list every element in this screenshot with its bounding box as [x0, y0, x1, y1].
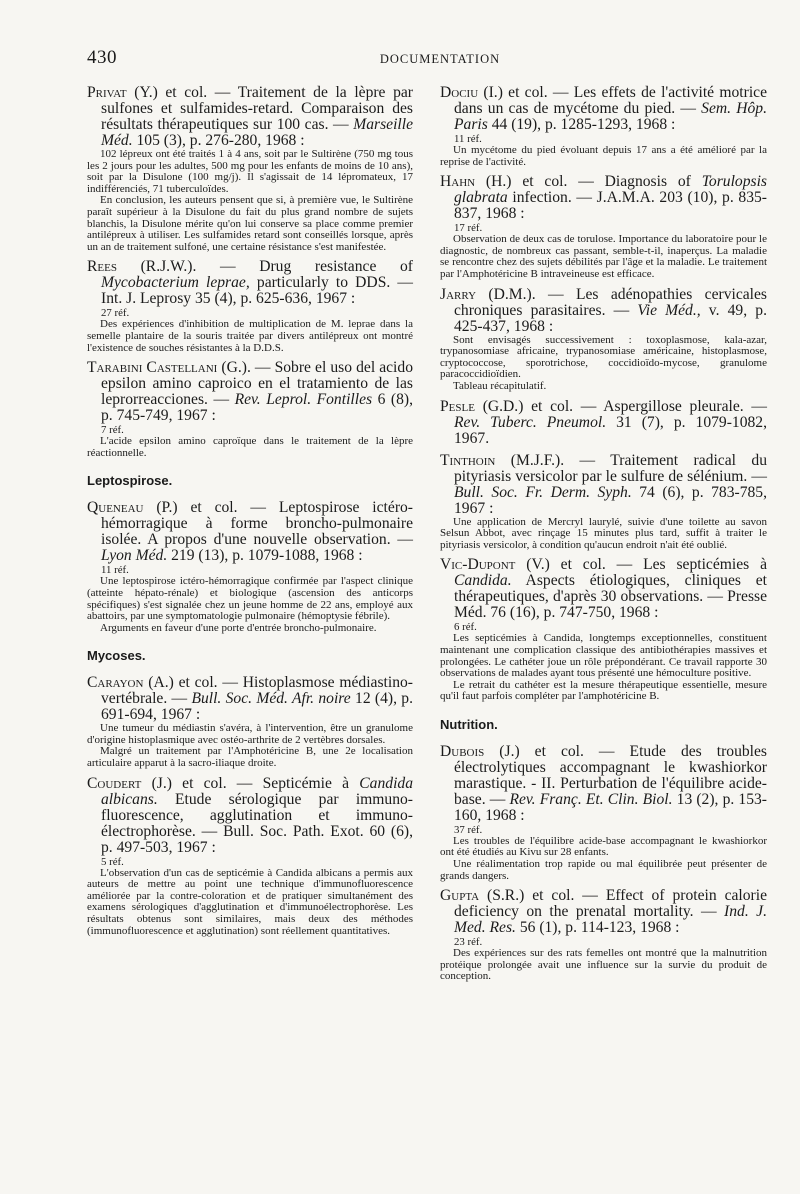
entry-author: Privat	[87, 84, 127, 101]
abstract-paragraph: En conclusion, les auteurs pensent que si, à première vue, le Sultirène paraît supérieur à la Disulone du fait du plus grand nombre de sujets blanchis, la Disulone mérite qu'on lui conserve sa place comme premier antilépreux à utiliser. Les sulfamides retard sont conseillés lorsque, après un an de traitement sulfoné, une certaine résistance s'est manifestée.	[87, 194, 413, 253]
entry-journal: Mycobacterium leprae,	[101, 274, 250, 292]
entry-author: Tarabini Castellani	[87, 359, 218, 377]
entry-abstract	[87, 723, 413, 769]
entry-journal: Vie Méd.,	[637, 301, 701, 319]
abstract-paragraph: Une leptospirose ictéro-hémorragique confirmée par l'aspect clinique (atteinte hépato-rénale) et biologique (ascension des anticorps spécifiques) s'est signalée chez un jeune homme de 22 ans, employé aux abattoirs, par une symptomatologie pulmonaire (hémoptysie fébrile).	[87, 575, 413, 623]
entry-references-count: 37 réf.	[454, 823, 483, 836]
abstract-paragraph: Tableau récapitulatif.	[453, 379, 547, 392]
bibliography-entry	[87, 500, 413, 634]
bibliography-entry	[440, 399, 767, 447]
entry-author: Jarry	[440, 285, 477, 303]
entry-author: Rees	[87, 258, 117, 276]
entry-title	[87, 259, 413, 307]
entry-references-count: 6 réf.	[454, 621, 477, 634]
entry-abstract	[440, 335, 767, 393]
bibliography-entry	[87, 776, 413, 938]
entries-group	[87, 675, 413, 937]
entry-references-count: 5 réf.	[101, 855, 124, 868]
entry-journal: Ind. J. Med. Res.	[454, 903, 767, 937]
entry-abstract	[440, 517, 767, 552]
right-column	[440, 85, 767, 989]
entry-abstract	[440, 234, 767, 280]
entry-citation: Aspects étiologiques, cliniques et thérapeutiques, d'après 30 observations. — Presse Méd. 76 (16), p. 747-750, 1968 :	[454, 572, 767, 622]
page-number: 430	[87, 47, 117, 68]
abstract-paragraph: Les septicémies à Candida, longtemps exceptionnelles, constituent maintenant une complication classique des antibiothérapies massives et prolongées. Le cathéter joue un rôle prépondérant. Ce travail rapporte 30 observations de malades ayant tous présenté une hémoculture positive.	[440, 632, 767, 680]
entry-citation: 56 (1), p. 114-123, 1968 :	[515, 919, 680, 937]
entry-references-count: 27 réf.	[101, 307, 130, 320]
entry-title-text: (G.D.) et col. — Aspergillose pleurale. —	[474, 397, 767, 415]
bibliography-entry	[87, 360, 413, 459]
entry-references-count: 23 réf.	[454, 936, 483, 949]
entry-journal: Rev. Tuberc. Pneumol.	[454, 413, 607, 431]
entry-title-text: (A.) et col. — Histoplasmose médiastino-vertébrale. —	[101, 674, 413, 708]
entries-group	[440, 744, 767, 983]
abstract-paragraph: Une réalimentation trop rapide ou mal équilibrée peut présenter de grands dangers.	[440, 858, 767, 882]
bibliography-entry	[440, 557, 767, 703]
entry-title	[440, 85, 767, 133]
entry-abstract	[87, 319, 413, 354]
entry-citation: 31 (7), p. 1079-1082, 1967.	[454, 413, 767, 447]
entry-references-count: 11 réf.	[454, 133, 482, 145]
entries-group	[440, 85, 767, 703]
abstract-paragraph: Une tumeur du médiastin s'avéra, à l'intervention, être un granulome d'origine histoplasmique avec ostéo-arthrite de 2 vertèbres dorsales.	[87, 722, 413, 746]
entry-title-text: (J.) et col. — Etude des troubles électrolytiques accompagnant le kwashiorkor marastique. - II. Perturbation de l'équilibre acide-base. —	[454, 742, 767, 808]
entry-author: Hahn	[440, 173, 476, 191]
entry-title-text: (P.) et col. — Leptospirose ictéro-hémorragique à forme broncho-pulmonaire isolée. A propos d'une nouvelle observation. —	[101, 499, 413, 549]
entry-abstract	[440, 836, 767, 882]
bibliography-entry	[440, 888, 767, 983]
entry-title-text: (Y.) et col. — Traitement de la lèpre par sulfones et sulfamides-retard. Comparaison des résultats thérapeutiques sur 100 cas. —	[101, 84, 413, 133]
entry-author: Vic-Dupont	[440, 556, 516, 574]
entry-author: Pesle	[440, 397, 475, 415]
entry-citation: 105 (3), p. 276-280, 1968 :	[132, 132, 305, 149]
entry-citation: particularly to DDS. — Int. J. Leprosy 35 (4), p. 625-636, 1967 :	[101, 274, 414, 308]
entry-references-count: 7 réf.	[101, 424, 124, 437]
entry-author: Dubois	[440, 742, 485, 760]
entry-title-text: (J.) et col. — Septicémie à	[141, 774, 360, 792]
entry-title-text: (V.) et col. — Les septicémies à	[515, 556, 767, 574]
entry-title	[440, 287, 767, 335]
entry-title	[440, 557, 767, 621]
abstract-paragraph: Des expériences sur des rats femelles ont montré que la malnutrition protéique prolongée avait une influence sur la survie du produit de conception.	[440, 947, 767, 983]
entry-title-text: (R.J.W.). — Drug resistance of	[116, 258, 413, 276]
entry-title-text: (S.R.) et col. — Effect of protein calorie deficiency on the prenatal mortality. —	[454, 887, 767, 921]
entry-title	[440, 453, 767, 517]
abstract-paragraph: L'acide epsilon amino caproïque dans le traitement de la lèpre réactionnelle.	[87, 435, 413, 459]
entry-author: Coudert	[87, 774, 142, 792]
entry-journal: Lyon Méd.	[101, 547, 168, 565]
section-heading-nutrition: Nutrition.	[440, 716, 498, 732]
entry-title-text: (G.). — Sobre el uso del acido epsilon amino caproico en el tratamiento de las leprorreacciones. —	[101, 359, 413, 409]
bibliography-entry	[440, 174, 767, 280]
entry-title	[87, 675, 413, 723]
entry-abstract	[440, 633, 767, 703]
bibliography-entry	[87, 675, 413, 769]
entry-author: Carayon	[87, 674, 144, 692]
entry-citation: 6 (8), p. 745-749, 1967 :	[101, 391, 413, 425]
entry-abstract	[87, 149, 413, 253]
entry-title	[87, 360, 413, 424]
left-column	[87, 85, 413, 943]
abstract-paragraph: Arguments en faveur d'une porte d'entrée broncho-pulmonaire.	[100, 621, 377, 634]
entry-abstract	[87, 868, 413, 938]
bibliography-entry	[87, 85, 413, 253]
abstract-paragraph: Sont envisagés successivement : toxoplasmose, kala-azar, trypanosomiase africaine, trypanosomiase américaine, histoplasmose, cryptococcose, sporotrichose, coccidioïdo-mycose, granulome paracoccidioïdien.	[440, 333, 767, 381]
abstract-paragraph: Un mycétome du pied évoluant depuis 17 ans a été amélioré par la reprise de l'activité.	[440, 144, 767, 168]
entry-journal: Sem. Hôp. Paris	[454, 100, 767, 133]
entry-citation: infection. — J.A.M.A. 203 (10), p. 835-837, 1968 :	[454, 189, 767, 223]
entry-author: Dociu	[440, 84, 479, 101]
entry-title	[440, 888, 767, 936]
entry-citation: 74 (6), p. 783-785, 1967 :	[454, 483, 767, 517]
entry-title	[87, 776, 413, 856]
abstract-paragraph: Malgré un traitement par l'Amphotéricine B, une 2e localisation articulaire apparut à la sacro-iliaque droite.	[87, 745, 413, 770]
abstract-paragraph: Des expériences d'inhibition de multiplication de M. leprae dans la semelle plantaire de la souris traitée par divers antilépreux ont montré l'existence de souches résistantes à la D.D.S.	[87, 318, 413, 354]
running-head: DOCUMENTATION	[379, 52, 501, 66]
entry-journal: Bull. Soc. Méd. Afr. noire	[191, 690, 351, 708]
entry-references-count: 11 réf.	[101, 564, 129, 577]
entry-citation: 13 (2), p. 153-160, 1968 :	[454, 790, 767, 824]
entry-citation: 219 (13), p. 1079-1088, 1968 :	[167, 547, 363, 565]
entry-title	[87, 500, 413, 564]
bibliography-entry	[87, 259, 413, 354]
abstract-paragraph: Le retrait du cathéter est la mesure thérapeutique essentielle, mesure qu'il faut parfois compléter par l'amphotéricine B.	[440, 678, 767, 703]
bibliography-entry	[440, 85, 767, 168]
entry-author: Gupta	[440, 887, 480, 905]
entries-group	[87, 85, 413, 459]
entry-title-text: (M.J.F.). — Traitement radical du pityriasis versicolor par le sulfure de sélénium. —	[454, 451, 767, 485]
bibliography-entry	[440, 287, 767, 393]
entry-journal: Rev. Leprol. Fontilles	[234, 391, 373, 409]
entry-abstract	[440, 948, 767, 983]
entry-journal: Torulopsis glabrata	[454, 173, 767, 207]
entry-title	[440, 399, 767, 447]
section-heading-mycoses: Mycoses.	[87, 648, 146, 664]
entry-journal: Rev. Franç. Et. Clin. Biol.	[509, 790, 673, 808]
bibliography-entry	[440, 744, 767, 882]
entry-title-text: (H.) et col. — Diagnosis of	[475, 173, 702, 191]
entry-title-text: (I.) et col. — Les effets de l'activité motrice dans un cas de mycétome du pied. —	[454, 84, 767, 117]
abstract-paragraph: Une application de Mercryl laurylé, suivie d'une toilette au savon Selsun Abbot, avec rinçage 15 minutes plus tard, suffit à traiter le pityriasis versicolor, à condition qu'aucun endroit n'ait été oublié.	[440, 515, 767, 551]
entry-abstract	[440, 145, 767, 168]
abstract-paragraph: 102 lépreux ont été traités 1 à 4 ans, soit par le Sultirène (750 mg tous les 2 jours pour les adultes, 500 mg pour les enfants de moins de 10 ans), soit par la Disulone (100 mg/j). Il s'agissait de 14 lépromateux, 17 indifférenciés, 71 tuberculoïdes.	[87, 148, 413, 195]
entry-citation: Etude sérologique par immuno-fluorescence, agglutination et immuno-électrophorèse. — Bull. Soc. Path. Exot. 60 (6), p. 497-503, 1967 :	[101, 790, 413, 856]
entry-journal: Candida albicans.	[101, 774, 413, 808]
section-heading-leptospirose: Leptospirose.	[87, 473, 173, 489]
entry-author: Queneau	[87, 499, 144, 517]
entry-journal: Bull. Soc. Fr. Derm. Syph.	[454, 483, 632, 501]
abstract-paragraph: L'observation d'un cas de septicémie à Candida albicans a permis aux auteurs de mettre au point une technique d'immunofluorescence améliorée par la contre-coloration et de pratiquer simultanément des examens sérologiques d'agglutination et d'immunoélectrophorèse. Les résultats obtenus sont similaires, mais deux des méthodes (immunofluorescence et agglutination) sont réellement quantitatives.	[87, 866, 413, 937]
entry-abstract	[87, 576, 413, 634]
entry-abstract	[87, 436, 413, 459]
entry-title-text: (D.M.). — Les adénopathies cervicales chroniques parasitaires. —	[454, 285, 767, 319]
entry-journal: Candida.	[454, 572, 512, 590]
entry-citation: v. 49, p. 425-437, 1968 :	[454, 301, 767, 335]
bibliography-entry	[440, 453, 767, 552]
abstract-paragraph: Observation de deux cas de torulose. Importance du laboratoire pour le diagnostic, de nombreux cas passant, semble-t-il, inaperçus. La maladie se rencontre chez des sujets débilités par l'âge et la maladie. Le traitement par l'Amphotéricine B intraveineuse est efficace.	[440, 233, 767, 280]
entry-title	[440, 174, 767, 222]
entry-citation: 12 (4), p. 691-694, 1967 :	[101, 690, 413, 724]
entry-author: Tinthoin	[440, 451, 496, 469]
entry-journal: Marseille Méd.	[101, 116, 413, 149]
entries-group	[87, 500, 413, 634]
entry-citation: 44 (19), p. 1285-1293, 1968 :	[487, 116, 676, 133]
entry-references-count: 17 réf.	[454, 222, 483, 235]
entry-title	[440, 744, 767, 824]
abstract-paragraph: Les troubles de l'équilibre acide-base accompagnant le kwashiorkor ont été étudiés au Kivu sur 28 enfants.	[440, 834, 767, 859]
entry-title	[87, 85, 413, 149]
